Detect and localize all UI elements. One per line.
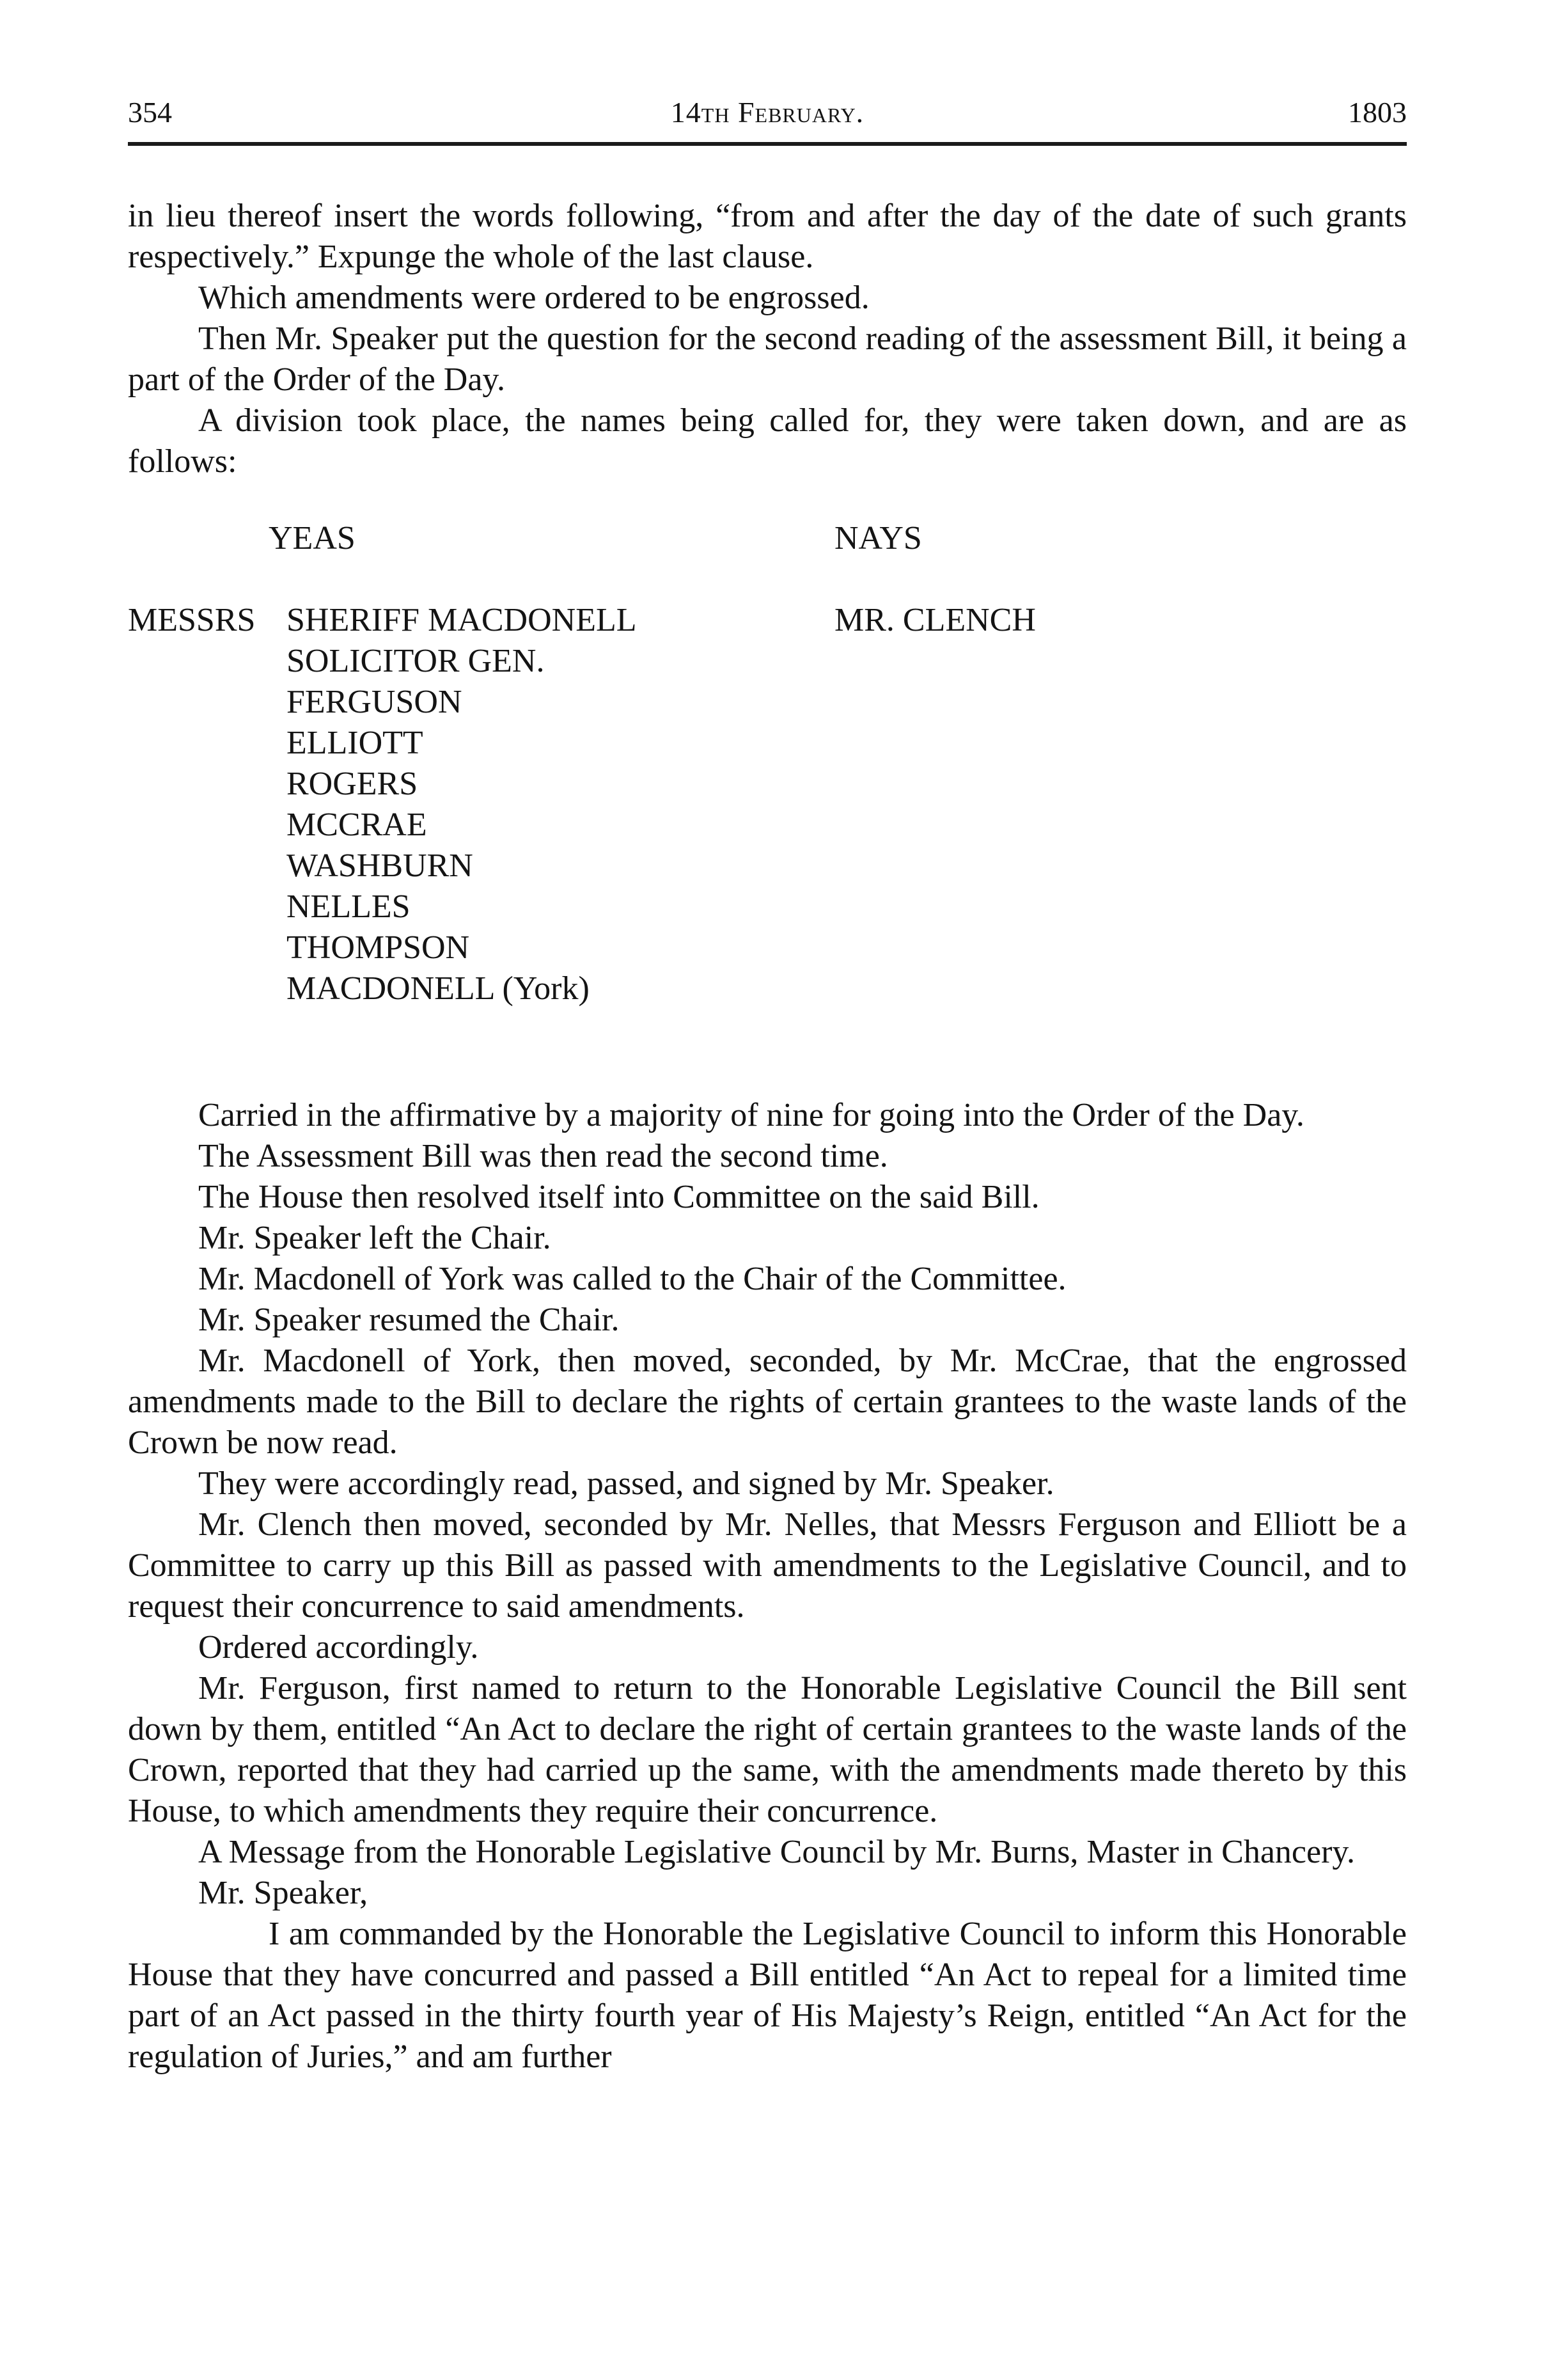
- paragraph: Carried in the affirmative by a majority of nine for going into the Order of the Day.: [198, 1097, 1304, 1133]
- paragraph: They were accordingly read, passed, and signed by Mr. Speaker.: [198, 1465, 1054, 1502]
- paragraph: Mr. Ferguson, first named to return to the Honorable Legislative Council the Bill sent down by them, entitled “An Act to declare the right of certain grantees to the waste lands of the Crown, reported that they had carried up the same, with the amendments made thereto by this House, to which amendments they require their concurrence.: [128, 1670, 1407, 1829]
- paragraph: Then Mr. Speaker put the question for the second reading of the assessment Bill, it being a part of the Order of the Day.: [128, 320, 1407, 398]
- messrs-label: MESSRS: [128, 602, 256, 638]
- yea-member: MCCRAE: [286, 807, 427, 843]
- running-header: [128, 90, 1407, 136]
- paragraph: Which amendments were ordered to be engrossed.: [198, 280, 870, 316]
- header-year: 1803: [1348, 96, 1407, 129]
- paragraph: The Assessment Bill was then read the second time.: [198, 1138, 888, 1174]
- nay-member: MR. CLENCH: [834, 602, 1036, 638]
- body-text-bottom: [128, 1095, 1407, 2077]
- yea-member: NELLES: [286, 888, 411, 925]
- yea-member: THOMPSON: [286, 929, 470, 966]
- yeas-list: [286, 600, 637, 1009]
- paragraph: Mr. Macdonell of York, then moved, seconded, by Mr. McCrae, that the engrossed amendments made to the Bill to declare the rights of certain grantees to the waste lands of the Crown be now read.: [128, 1343, 1407, 1461]
- yea-member: SOLICITOR GEN.: [286, 643, 545, 679]
- body-text-top: [128, 196, 1407, 482]
- yea-member-york: [286, 968, 637, 1009]
- page-number: 354: [128, 96, 172, 129]
- paragraph: in lieu thereof insert the words following, “from and after the day of the date of such grants respectively.” Expunge the whole of the last clause.: [128, 198, 1407, 275]
- paragraph: The House then resolved itself into Committee on the said Bill.: [198, 1179, 1040, 1215]
- yea-member: WASHBURN: [286, 847, 473, 884]
- yea-member: ELLIOTT: [286, 725, 423, 761]
- header-rule: [128, 142, 1407, 146]
- yeas-heading: YEAS: [269, 520, 356, 556]
- yea-member: SHERIFF MACDONELL: [286, 602, 637, 638]
- york-suffix: (York): [502, 970, 590, 1007]
- paragraph: Mr. Macdonell of York was called to the Chair of the Committee.: [198, 1261, 1067, 1297]
- paragraph: A Message from the Honorable Legislative Council by Mr. Burns, Master in Chancery.: [198, 1834, 1356, 1870]
- header-date: 14th February.: [670, 96, 865, 129]
- paragraph: A division took place, the names being called for, they were taken down, and are as follows:: [128, 402, 1407, 480]
- paragraph: Mr. Clench then moved, seconded by Mr. Nelles, that Messrs Ferguson and Elliott be a Committee to carry up this Bill as passed with amendments to the Legislative Council, and to request their concurrence to said amendments.: [128, 1506, 1407, 1625]
- nays-heading: NAYS: [834, 520, 922, 556]
- yea-member: FERGUSON: [286, 684, 462, 720]
- division-list: [128, 505, 1407, 1068]
- paragraph: Mr. Speaker left the Chair.: [198, 1220, 551, 1256]
- yea-member: ROGERS: [286, 766, 418, 802]
- salutation: Mr. Speaker,: [198, 1875, 368, 1911]
- paragraph: Ordered accordingly.: [198, 1629, 479, 1666]
- paragraph: I am commanded by the Honorable the Legislative Council to inform this Honorable House that they have concurred and passed a Bill entitled “An Act to repeal for a limited time part of an Act passed in the thirty fourth year of His Majesty’s Reign, entitled “An Act for the regulation of Juries,” and am further: [128, 1916, 1407, 2075]
- yea-member-name: MACDONELL: [286, 970, 494, 1007]
- paragraph: Mr. Speaker resumed the Chair.: [198, 1302, 620, 1338]
- nays-list: [834, 600, 1036, 641]
